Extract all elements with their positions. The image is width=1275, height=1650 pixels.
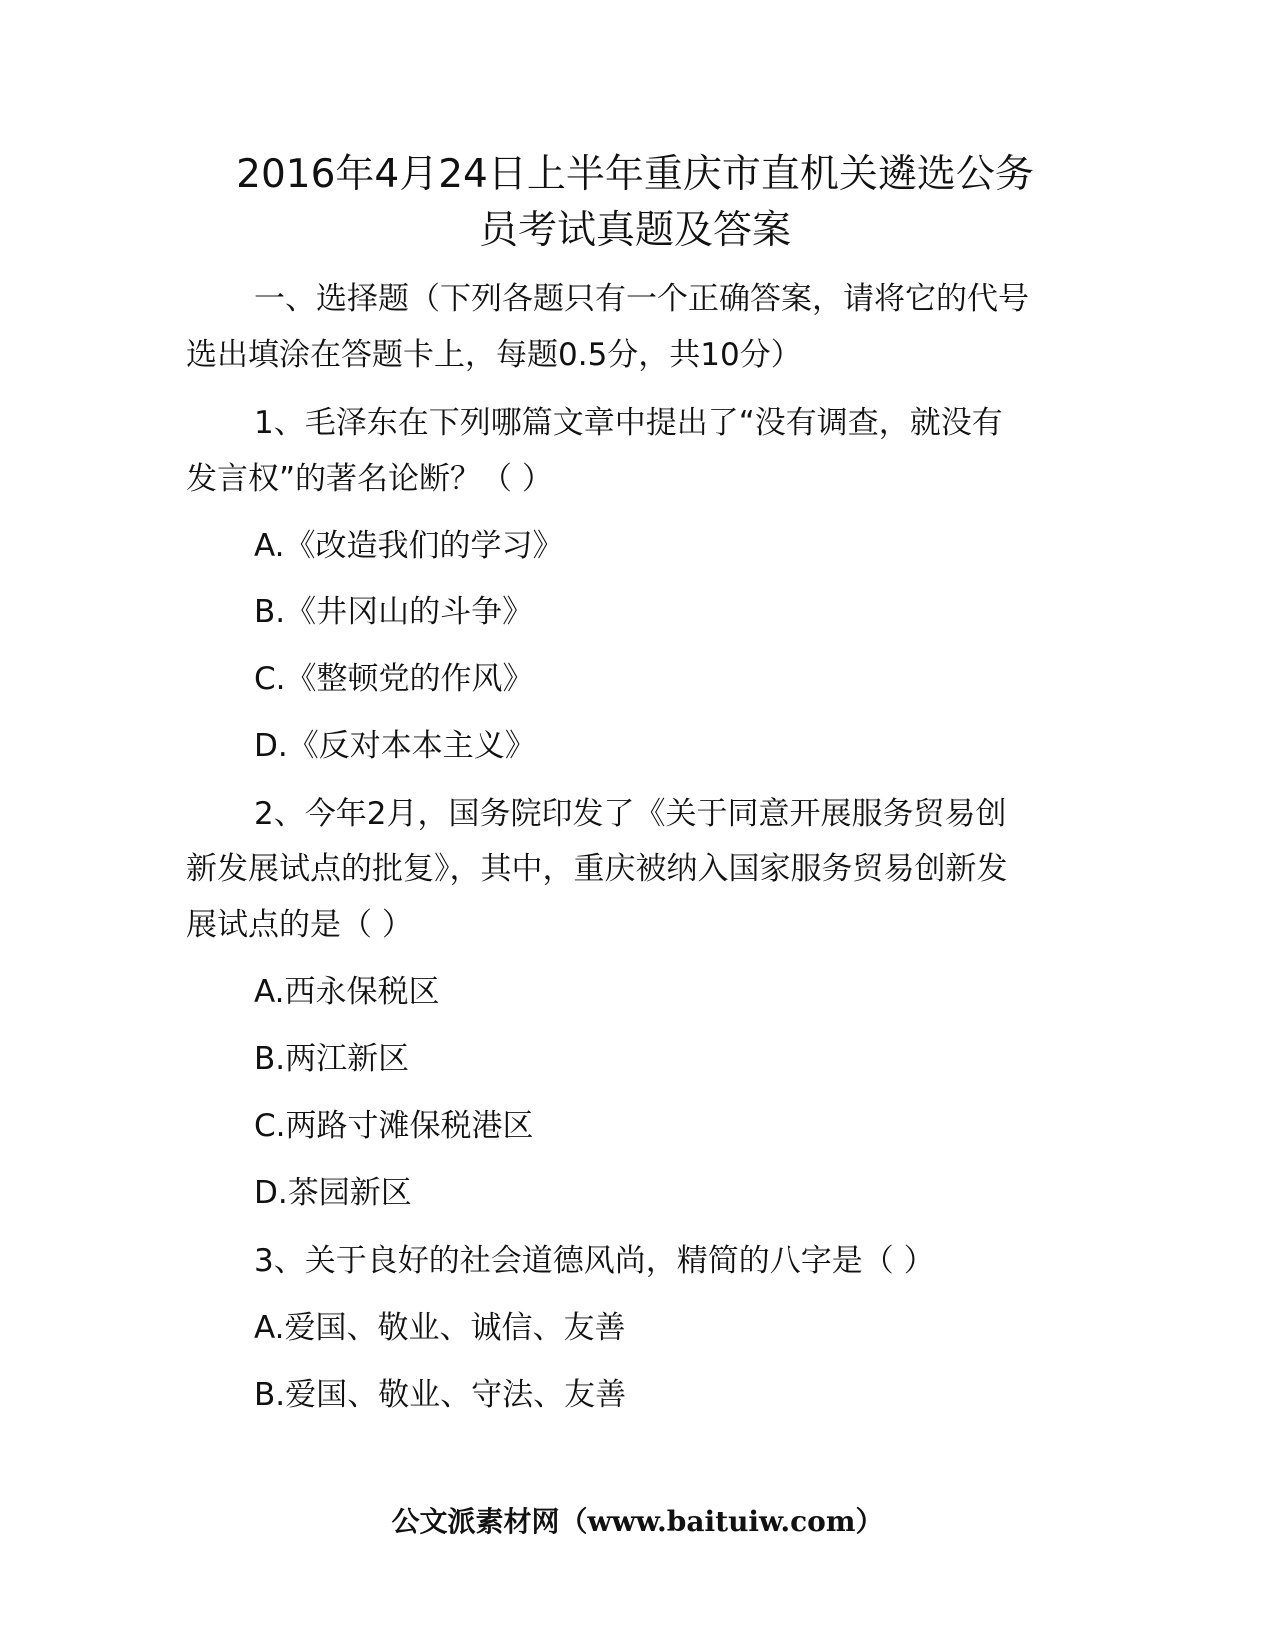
question-1-option-a: A.《改造我们的学习》: [254, 528, 564, 564]
question-1-option-b: B.《井冈山的斗争》: [254, 594, 534, 630]
question-2-stem-line-3: 展试点的是（ ）: [186, 907, 413, 943]
section-heading-line-1: 一、选择题（下列各题只有一个正确答案，请将它的代号: [254, 281, 1029, 317]
question-2-option-a: A.西永保税区: [254, 974, 440, 1010]
question-1-stem-line-2: 发言权”的著名论断？（ ）: [186, 461, 553, 497]
question-3-stem-line-1: 3、关于良好的社会道德风尚，精简的八字是（ ）: [254, 1243, 935, 1279]
question-2-stem-line-1: 2、今年2月，国务院印发了《关于同意开展服务贸易创: [254, 796, 1007, 832]
question-3-option-a: A.爱国、敬业、诚信、友善: [254, 1310, 626, 1346]
title-line-2: 员考试真题及答案: [478, 208, 791, 253]
section-heading-line-2: 选出填涂在答题卡上，每题0.5分，共10分）: [186, 337, 802, 373]
question-1-stem-line-1: 1、毛泽东在下列哪篇文章中提出了“没有调查，就没有: [254, 405, 1003, 441]
question-2-stem-line-2: 新发展试点的批复》，其中，重庆被纳入国家服务贸易创新发: [186, 851, 1008, 887]
question-3-option-b: B.爱国、敬业、守法、友善: [254, 1377, 627, 1413]
question-2-option-b: B.两江新区: [254, 1041, 410, 1077]
question-2-option-c: C.两路寸滩保税港区: [254, 1108, 534, 1144]
title-line-1: 2016年4月24日上半年重庆市直机关遴选公务: [236, 152, 1034, 197]
footer-watermark: 公文派素材网（www.baituiw.com）: [391, 1505, 884, 1538]
document-title: [180, 147, 1090, 259]
question-2-option-d: D.茶园新区: [254, 1175, 412, 1211]
question-1-option-c: C.《整顿党的作风》: [254, 661, 534, 697]
question-1-option-d: D.《反对本本主义》: [254, 728, 536, 764]
